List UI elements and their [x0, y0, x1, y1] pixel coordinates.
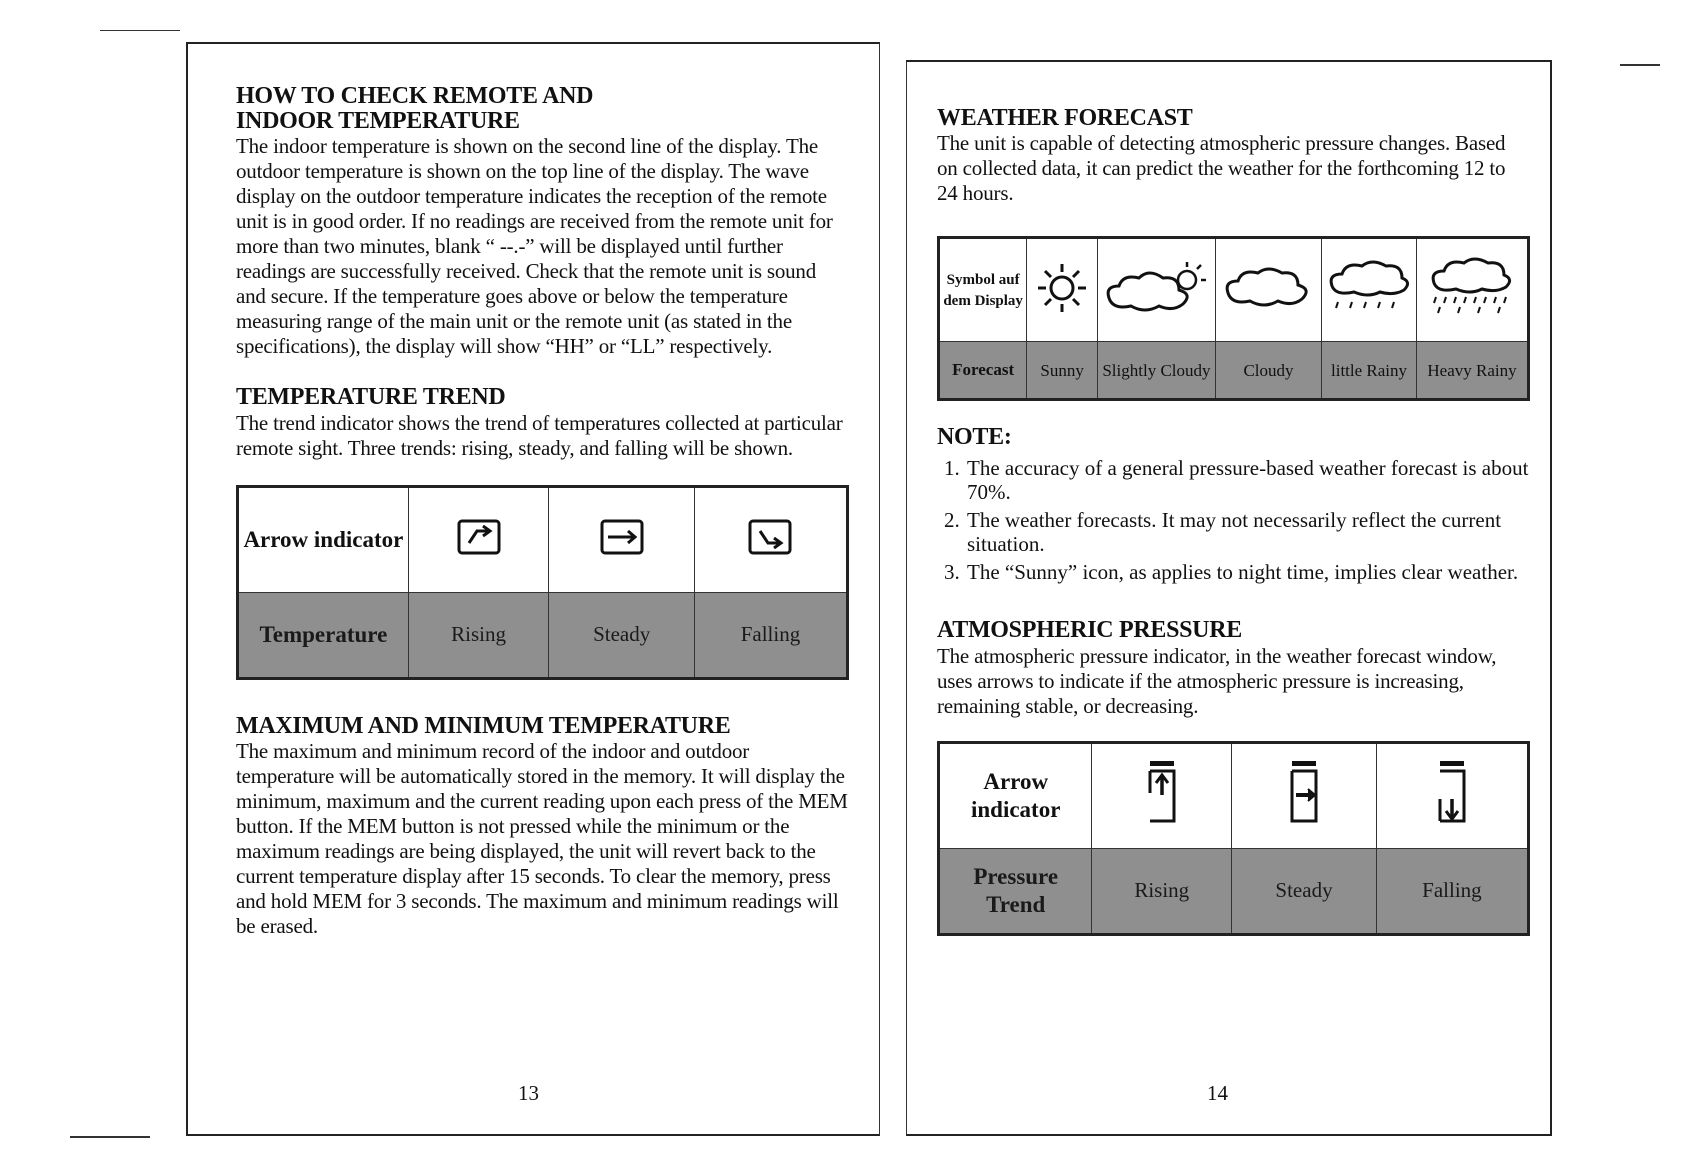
- arrow-rising-icon: [408, 486, 549, 592]
- trend-falling-icon: [1376, 742, 1528, 848]
- section-heading: WEATHER FORECAST: [937, 105, 1193, 131]
- section-heading: MAXIMUM AND MINIMUM TEMPERATURE: [236, 712, 731, 739]
- trend-value: Rising: [408, 592, 549, 678]
- pressure-value: Rising: [1092, 848, 1232, 934]
- scan-mark: [70, 1136, 150, 1138]
- light-rain-icon: [1322, 238, 1417, 342]
- section-text: The trend indicator shows the trend of temperatures collected at particular remote sight. Three trends: rising, steady, and falling will be shown.: [236, 410, 843, 460]
- section-text: The atmospheric pressure indicator, in the weather forecast window, uses arrows to indicate if the atmospheric pressure is increasing, remaining stable, or decreasing.: [937, 643, 1497, 718]
- scan-mark: [1620, 64, 1660, 66]
- cloud-icon: [1215, 238, 1321, 342]
- scan-mark: [100, 30, 180, 31]
- section-weather-forecast: [937, 106, 1530, 206]
- section-text: The indoor temperature is shown on the second line of the display. The outdoor temperature is shown on the top line of the display. The wave display on the outdoor temperature indicates the reception of the remote unit is in good order. If no readings are received from the remote unit for more than two minutes, blank “ --.-” will be displayed until further readings are successfully received. Check that the remote unit is sound and secure. If the temperature goes above or below the temperature measuring range of the main unit or the remote unit (as stated in the specifications), the display will show “HH” or “LL” respectively.: [236, 134, 833, 359]
- section-note: [937, 425, 1530, 584]
- note-item: 2. The weather forecasts. It may not necessarily reflect the current situation.: [965, 508, 1530, 556]
- note-item: 3. The “Sunny” icon, as applies to night time, implies clear weather.: [965, 560, 1530, 584]
- section-check-temperature: [236, 84, 849, 359]
- row-label-arrow: Arrow indicator: [939, 742, 1092, 848]
- row-label-symbol: Symbol auf dem Display: [939, 238, 1027, 342]
- row-label-temperature: Temperature: [238, 592, 409, 678]
- sun-icon: [1027, 238, 1098, 342]
- pressure-value: Steady: [1232, 848, 1377, 934]
- section-heading: HOW TO CHECK REMOTE AND INDOOR TEMPERATURE: [236, 83, 594, 135]
- note-item: 1. The accuracy of a general pressure-based weather forecast is about 70%.: [965, 456, 1530, 504]
- section-max-min: [236, 714, 849, 939]
- forecast-value: Heavy Rainy: [1417, 342, 1529, 400]
- forecast-value: Sunny: [1027, 342, 1098, 400]
- arrow-falling-icon: [694, 486, 847, 592]
- page-number: 13: [518, 1081, 539, 1105]
- pressure-value: Falling: [1376, 848, 1528, 934]
- row-label-forecast: Forecast: [939, 342, 1027, 400]
- section-temperature-trend: [236, 385, 849, 460]
- section-text: The maximum and minimum record of the indoor and outdoor temperature will be automatically stored in the memory. It will display the minimum, maximum and the current reading upon each press of the MEM button. If the MEM button is not pressed while the minimum or the maximum readings are being displayed, the unit will revert back to the current temperature display after 15 seconds. To clear the memory, press and hold MEM for 3 seconds. The maximum and minimum readings will be erased.: [236, 738, 848, 938]
- forecast-value: Slightly Cloudy: [1097, 342, 1215, 400]
- pressure-trend-table: [937, 741, 1530, 936]
- right-page: [906, 60, 1552, 1136]
- forecast-table: [937, 236, 1530, 401]
- section-text: The unit is capable of detecting atmospheric pressure changes. Based on collected data, it can predict the weather for the forthcoming 12 to 24 hours.: [937, 131, 1506, 206]
- row-label-pressure-trend: Pressure Trend: [939, 848, 1092, 934]
- section-heading: TEMPERATURE TREND: [236, 384, 506, 411]
- trend-rising-icon: [1092, 742, 1232, 848]
- trend-value: Steady: [549, 592, 695, 678]
- forecast-value: little Rainy: [1322, 342, 1417, 400]
- heavy-rain-icon: [1417, 238, 1529, 342]
- forecast-value: Cloudy: [1215, 342, 1321, 400]
- section-heading: NOTE:: [937, 424, 1012, 451]
- trend-value: Falling: [694, 592, 847, 678]
- page-number: 14: [1207, 1081, 1228, 1105]
- trend-steady-icon: [1232, 742, 1377, 848]
- left-page: [186, 42, 880, 1136]
- temperature-trend-table: [236, 485, 849, 680]
- section-heading: ATMOSPHERIC PRESSURE: [937, 617, 1242, 644]
- section-atmospheric-pressure: [937, 618, 1530, 718]
- row-label-arrow: Arrow indicator: [238, 486, 409, 592]
- sun-cloud-icon: [1097, 238, 1215, 342]
- arrow-steady-icon: [549, 486, 695, 592]
- note-list: [937, 456, 1530, 584]
